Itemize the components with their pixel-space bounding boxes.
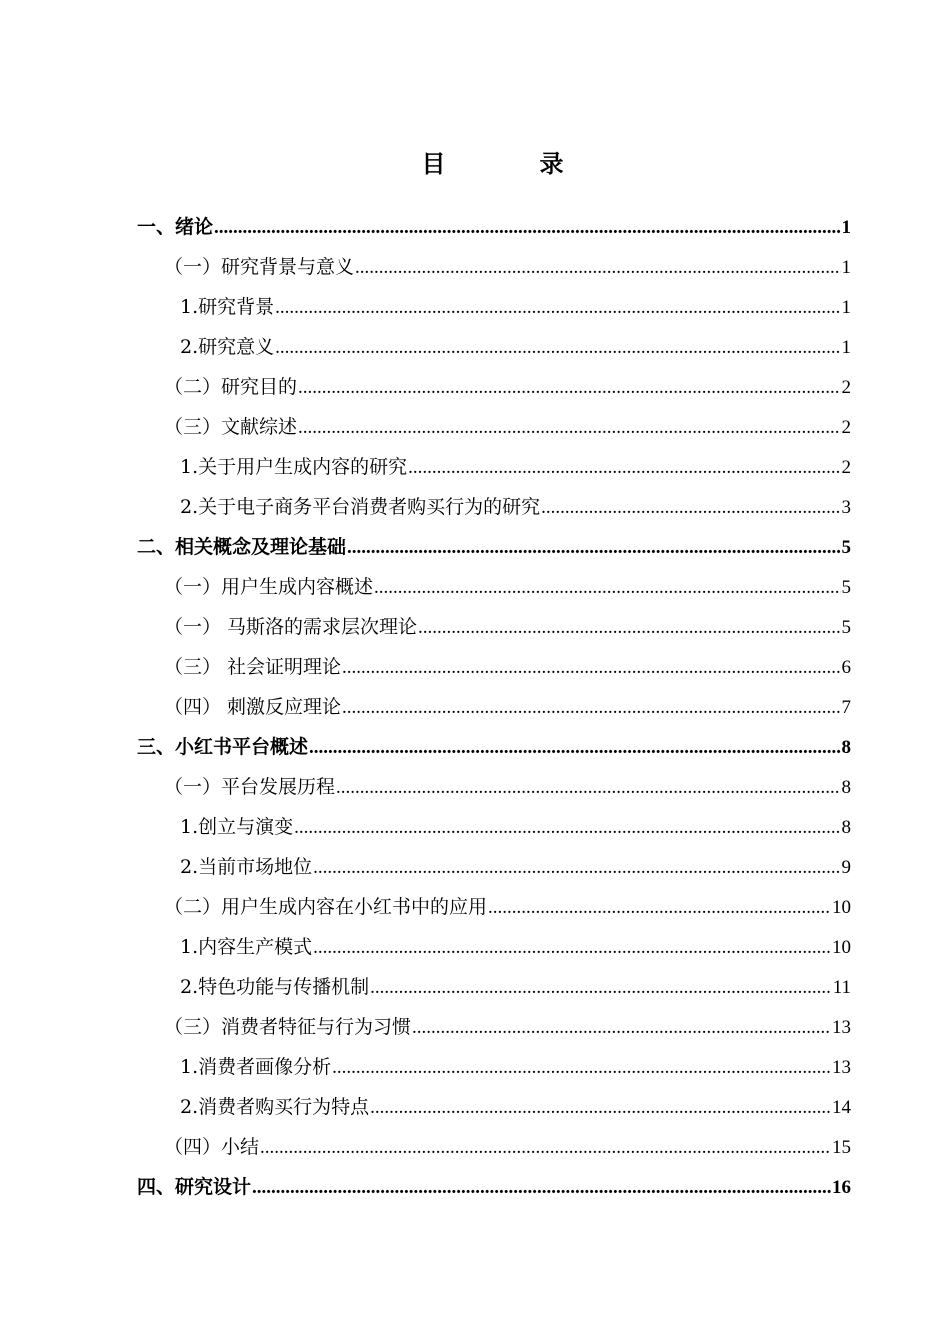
toc-entry-label: （一）研究背景与意义 [164,256,355,278]
toc-entry-label: （二）用户生成内容在小红书中的应用 [164,896,488,918]
toc-entry-page-number: 11 [832,977,851,998]
toc-entry[interactable] [137,1087,851,1127]
toc-dot-leader [342,648,840,688]
toc-entry[interactable] [137,487,851,527]
toc-dot-leader [275,328,840,368]
toc-entry[interactable] [137,567,851,607]
toc-entry[interactable] [137,1167,851,1207]
toc-entry-label: （三）消费者特征与行为习惯 [164,1016,412,1038]
toc-entry-label: 二、相关概念及理论基础 [137,536,347,558]
toc-dot-leader [275,288,840,328]
toc-entry-page-number: 15 [832,1137,851,1158]
toc-dot-leader [342,688,840,728]
toc-entry-label: 2.当前市场地位 [180,856,313,878]
toc-dot-leader [313,848,840,888]
toc-entry-label: 三、小红书平台概述 [137,736,309,758]
toc-dot-leader [541,488,840,528]
toc-entry-label: 1.关于用户生成内容的研究 [180,456,408,478]
toc-entry-label: 四、研究设计 [137,1176,252,1198]
toc-entry[interactable] [137,647,851,687]
toc-entry-page-number: 10 [832,937,851,958]
toc-entry[interactable] [137,247,851,287]
toc-dot-leader [313,928,831,968]
toc-entry-label: （三）文献综述 [164,416,298,438]
toc-entry[interactable] [137,1007,851,1047]
toc-dot-leader [336,768,840,808]
toc-dot-leader [298,408,840,448]
toc-entry-page-number: 8 [841,817,851,838]
toc-entry-page-number: 2 [841,457,851,478]
toc-entry-page-number: 1 [841,257,851,278]
toc-entry[interactable] [137,847,851,887]
toc-dot-leader [370,968,832,1008]
toc-entry-label: 1.研究背景 [180,296,275,318]
toc-dot-leader [309,728,840,768]
toc-dot-leader [374,568,840,608]
toc-entry-page-number: 6 [841,657,851,678]
toc-entry-page-number: 16 [832,1177,851,1198]
toc-entry-page-number: 10 [832,897,851,918]
toc-entry-label: （一） 马斯洛的需求层次理论 [164,616,418,638]
toc-entry-label: 2.特色功能与传播机制 [180,976,370,998]
toc-entry-page-number: 14 [832,1097,851,1118]
toc-entry-page-number: 1 [841,337,851,358]
toc-dot-leader [298,368,840,408]
toc-dot-leader [412,1008,831,1048]
title-char-2: 录 [539,150,564,178]
table-of-contents [137,207,851,1207]
toc-entry-page-number: 7 [841,697,851,718]
toc-entry[interactable] [137,767,851,807]
toc-entry-label: 一、绪论 [137,216,214,238]
toc-entry-page-number: 5 [841,617,851,638]
toc-entry[interactable] [137,407,851,447]
toc-entry[interactable] [137,807,851,847]
toc-dot-leader [347,528,840,568]
toc-entry-label: （四） 刺激反应理论 [164,696,342,718]
toc-entry[interactable] [137,447,851,487]
toc-entry-page-number: 5 [841,537,851,558]
toc-entry-label: （三） 社会证明理论 [164,656,342,678]
toc-dot-leader [214,208,840,248]
toc-entry[interactable] [137,367,851,407]
toc-entry-label: 1.创立与演变 [180,816,294,838]
toc-entry[interactable] [137,607,851,647]
toc-dot-leader [252,1168,831,1208]
toc-entry-page-number: 2 [841,417,851,438]
toc-entry[interactable] [137,967,851,1007]
toc-entry-label: 1.内容生产模式 [180,936,313,958]
toc-entry-page-number: 9 [841,857,851,878]
toc-entry-page-number: 1 [841,297,851,318]
toc-entry-label: （一）用户生成内容概述 [164,576,374,598]
toc-entry-label: （四）小结 [164,1136,260,1158]
toc-entry-page-number: 3 [841,497,851,518]
toc-entry[interactable] [137,727,851,767]
toc-entry[interactable] [137,1127,851,1167]
toc-entry-label: （二）研究目的 [164,376,298,398]
toc-entry-page-number: 8 [841,777,851,798]
toc-entry[interactable] [137,527,851,567]
toc-dot-leader [294,808,840,848]
toc-entry-page-number: 8 [841,737,851,758]
toc-entry[interactable] [137,687,851,727]
toc-dot-leader [408,448,840,488]
toc-dot-leader [488,888,831,928]
toc-entry-label: 1.消费者画像分析 [180,1056,332,1078]
toc-entry-label: 2.消费者购买行为特点 [180,1096,370,1118]
toc-entry-label: 2.研究意义 [180,336,275,358]
toc-entry-page-number: 13 [832,1057,851,1078]
toc-entry[interactable] [137,887,851,927]
toc-entry-page-number: 13 [832,1017,851,1038]
toc-dot-leader [332,1048,831,1088]
toc-entry-label: 2.关于电子商务平台消费者购买行为的研究 [180,496,541,518]
toc-entry[interactable] [137,1047,851,1087]
page-title [0,144,950,179]
toc-entry-label: （一）平台发展历程 [164,776,336,798]
toc-dot-leader [418,608,840,648]
toc-entry[interactable] [137,327,851,367]
toc-entry[interactable] [137,927,851,967]
toc-dot-leader [260,1128,831,1168]
toc-entry-page-number: 2 [841,377,851,398]
toc-entry[interactable] [137,207,851,247]
toc-entry[interactable] [137,287,851,327]
toc-entry-page-number: 1 [841,217,851,238]
toc-entry-page-number: 5 [841,577,851,598]
toc-dot-leader [370,1088,831,1128]
title-char-1: 目 [421,150,446,178]
toc-dot-leader [355,248,840,288]
